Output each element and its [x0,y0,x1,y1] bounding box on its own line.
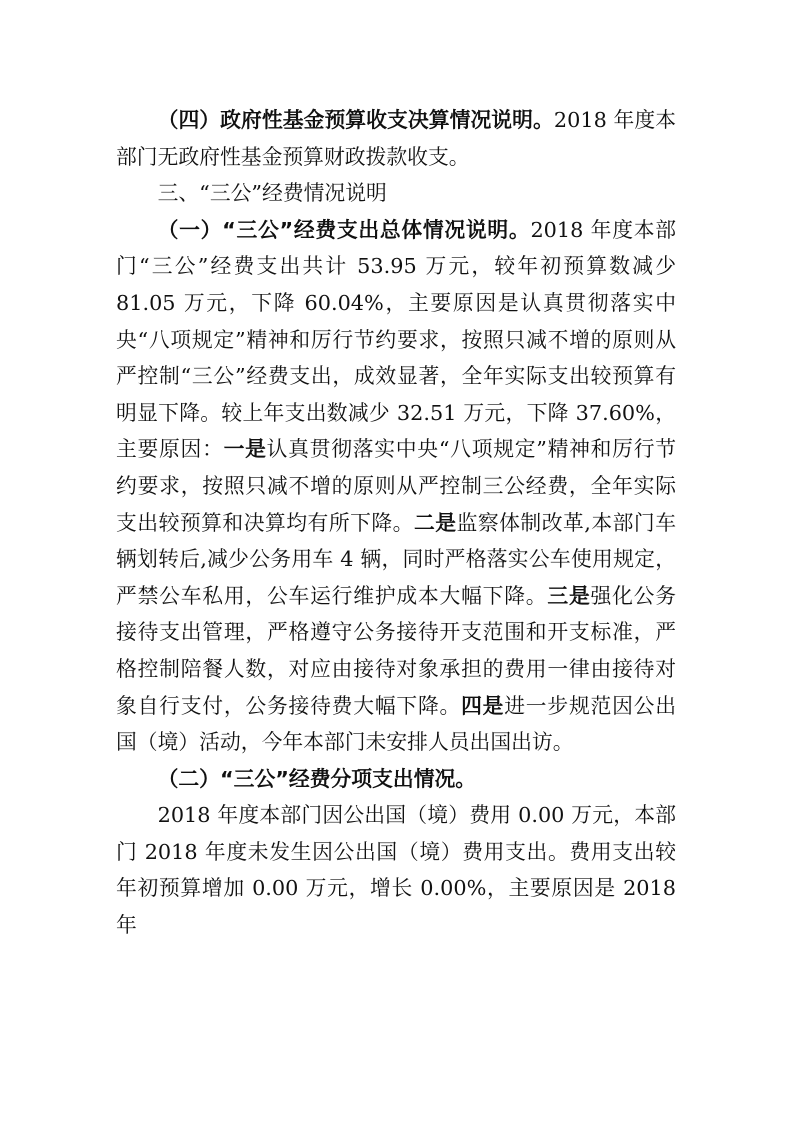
reason2-label: 二是 [413,510,457,535]
sub2-body: 2018 年度本部门因公出国（境）费用 0.00 万元，本部门 2018 年度未发生因公出国（境）费用支出。费用支出较年初预算增加 0.00 万元，增长 0.00%，主要原因是 2018 年 [116,803,676,938]
sub1-heading: （一）“三公”经费支出总体情况说明。 [157,217,531,242]
section3-title: 三、“三公”经费情况说明 [157,181,387,206]
section4-paragraph [116,102,676,175]
reason1-text: 认真贯彻落实中央“八项规定”精神和厉行节约要求，按照只减不增的原则从严控制三公经费，全年实际支出较预算和决算均有所下降。 [116,437,677,535]
section4-heading: （四）政府性基金预算收支决算情况说明。 [157,108,554,132]
sub2-heading: （二）“三公”经费分项支出情况。 [157,766,477,791]
reason4-text: 进一步规范因公出国（境）活动，今年本部门未安排人员出国出访。 [116,693,677,755]
reason3-label: 三是 [547,583,591,608]
section4-body: 2018 年度本部门无政府性基金预算财政拨款收支。 [116,108,676,169]
reason4-label: 四是 [461,693,505,718]
reason2-text: 监察体制改革,本部门车辆划转后,减少公务用车 4 辆，同时严格落实公车使用规定，严禁公车私用，公车运行维护成本大幅下降。 [116,510,677,608]
reason3-text: 强化公务接待支出管理，严格遵守公务接待开支范围和开支标准，严格控制陪餐人数，对应由接待对象承担的费用一律由接待对象自行支付，公务接待费大幅下降。 [116,583,677,718]
sub1-intro: 2018 年度本部门“三公”经费支出共计 53.95 万元，较年初预算数减少 81.05 万元，下降 60.04%，主要原因是认真贯彻落实中央“八项规定”精神和厉行节约要求，按照只减不增的原则从严控制“三公”经费支出，成效显著，全年实际支出较预算有明显下降。较上年支出数减少 32.51 万元，下降 37.60%，主要原因： [116,217,676,462]
reason1-label: 一是 [223,437,267,462]
sub1-paragraph [116,212,676,761]
document-page [116,102,676,944]
